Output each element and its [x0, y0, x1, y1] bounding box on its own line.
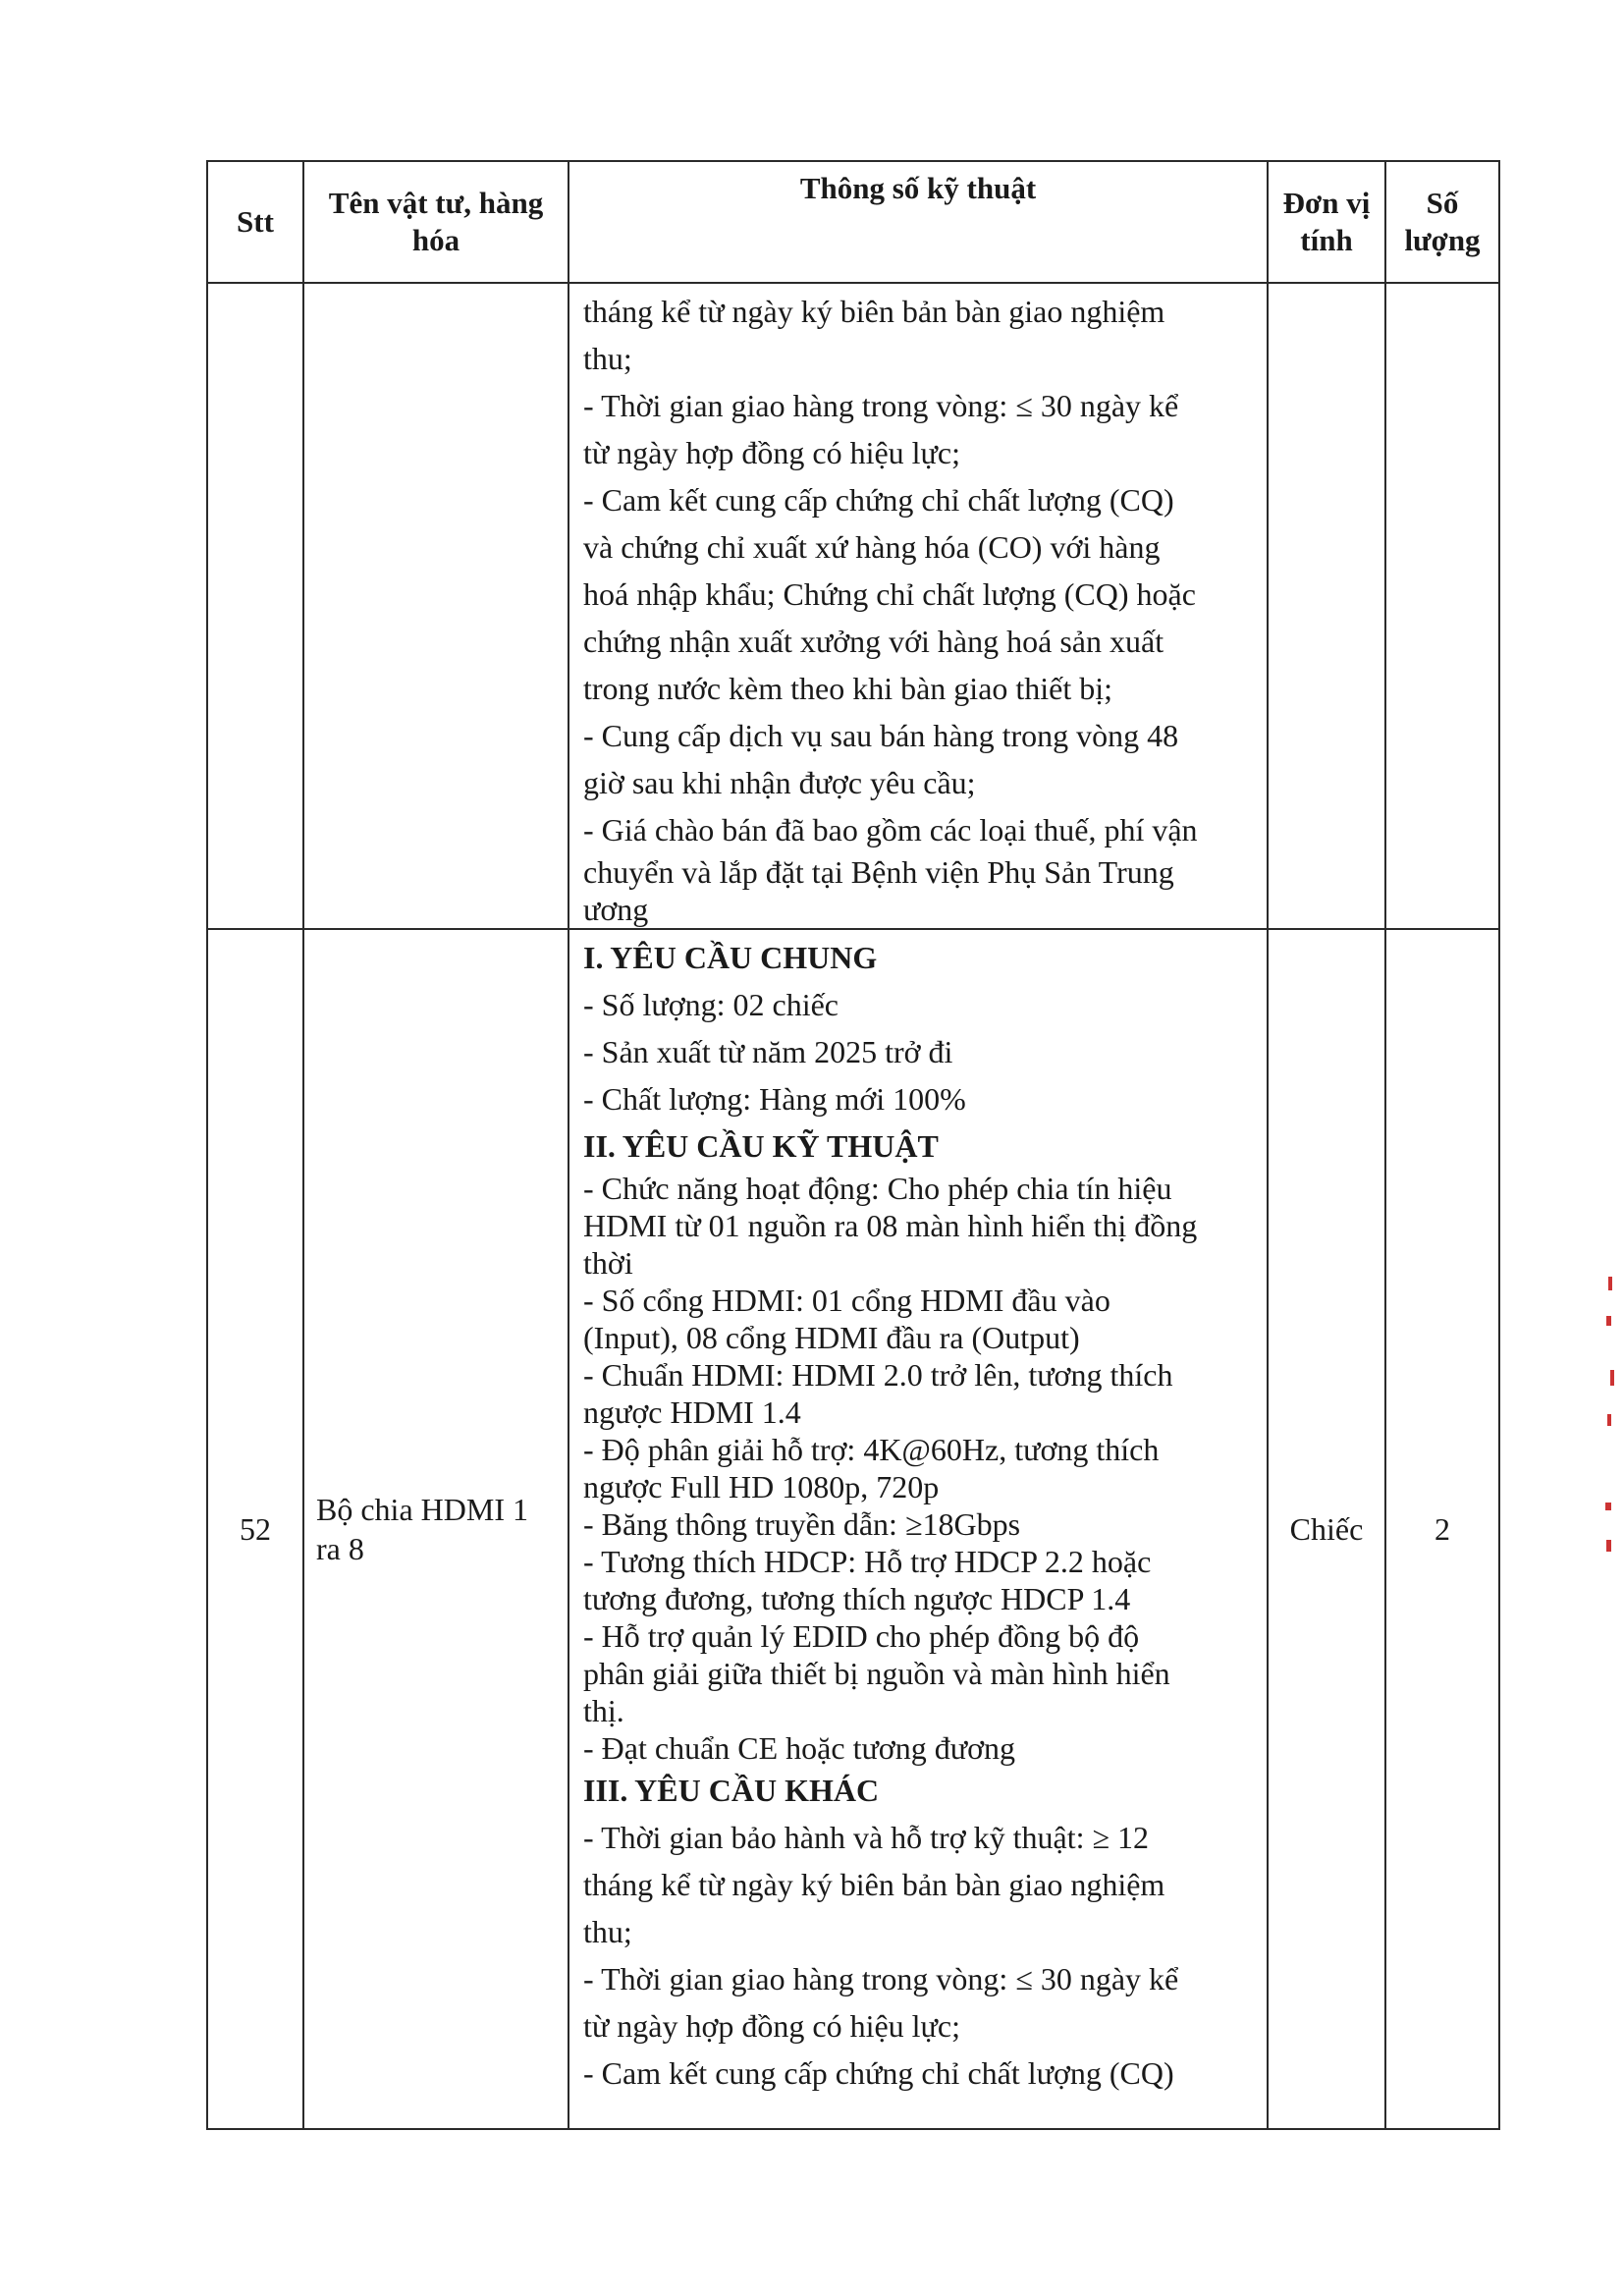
spec-line: phân giải giữa thiết bị nguồn và màn hình hiển [583, 1656, 1170, 1691]
spec-line: - Chuẩn HDMI: HDMI 2.0 trở lên, tương thích [583, 1357, 1173, 1393]
spec-line: thu; [583, 341, 632, 376]
spec-line: tháng kể từ ngày ký biên bản bàn giao nghiệm [583, 294, 1165, 329]
section-heading: I. YÊU CẦU CHUNG [583, 940, 878, 975]
spec-line: - Chất lượng: Hàng mới 100% [583, 1081, 966, 1117]
spec-line: - Đạt chuẩn CE hoặc tương đương [583, 1730, 1015, 1766]
spec-line: tháng kể từ ngày ký biên bản bàn giao nghiệm [583, 1867, 1165, 1902]
spec-line: ngược HDMI 1.4 [583, 1394, 801, 1430]
section-heading: III. YÊU CẦU KHÁC [583, 1773, 880, 1808]
header-name: Tên vật tư, hàng hóa [303, 161, 568, 283]
spec-line: chuyển và lắp đặt tại Bệnh viện Phụ Sản Trung [583, 854, 1174, 890]
item-spec-cell [568, 929, 1268, 2129]
spec-line: thu; [583, 1914, 632, 1949]
spec-line: - Sản xuất từ năm 2025 trở đi [583, 1034, 953, 1069]
spec-line: - Cam kết cung cấp chứng chỉ chất lượng (CQ) [583, 2055, 1174, 2091]
header-stt: Stt [207, 161, 303, 283]
header-qty: Số lượng [1385, 161, 1499, 283]
continuation-qty-cell [1385, 283, 1499, 929]
spec-line: - Băng thông truyền dẫn: ≥18Gbps [583, 1506, 1021, 1542]
item-unit: Chiếc [1268, 929, 1385, 2129]
continuation-row [207, 283, 1499, 929]
continuation-stt-cell [207, 283, 303, 929]
spec-line: thời [583, 1245, 633, 1281]
spec-line: - Số lượng: 02 chiếc [583, 987, 839, 1022]
continuation-unit-cell [1268, 283, 1385, 929]
header-spec: Thông số kỹ thuật [568, 161, 1268, 283]
spec-line: chứng nhận xuất xưởng với hàng hoá sản xuất [583, 624, 1164, 659]
spec-line: HDMI từ 01 nguồn ra 08 màn hình hiển thị đồng [583, 1208, 1198, 1243]
spec-line: từ ngày hợp đồng có hiệu lực; [583, 2008, 960, 2044]
section-heading: II. YÊU CẦU KỸ THUẬT [583, 1128, 939, 1164]
stamp-edge-mark [1610, 1370, 1614, 1386]
spec-line: hoá nhập khẩu; Chứng chỉ chất lượng (CQ) hoặc [583, 576, 1196, 612]
spec-line: - Thời gian giao hàng trong vòng: ≤ 30 ngày kể [583, 388, 1179, 423]
spec-line: thị. [583, 1693, 624, 1728]
spec-line: trong nước kèm theo khi bàn giao thiết bị; [583, 671, 1113, 706]
continuation-name-cell [303, 283, 568, 929]
spec-line: - Thời gian bảo hành và hỗ trợ kỹ thuật: ≥ 12 [583, 1820, 1150, 1855]
spec-line: - Thời gian giao hàng trong vòng: ≤ 30 ngày kể [583, 1961, 1179, 1996]
stamp-edge-mark [1606, 1540, 1611, 1552]
spec-line: - Chức năng hoạt động: Cho phép chia tín hiệu [583, 1171, 1172, 1206]
stamp-edge-mark [1605, 1503, 1611, 1510]
item-qty: 2 [1385, 929, 1499, 2129]
spec-line: ương [583, 892, 649, 927]
item-row-52 [207, 929, 1499, 2129]
spec-line: - Cam kết cung cấp chứng chỉ chất lượng (CQ) [583, 482, 1174, 518]
stamp-edge-mark [1608, 1277, 1612, 1290]
header-row [207, 161, 1499, 283]
stamp-edge-mark [1607, 1414, 1611, 1426]
spec-table [206, 160, 1500, 2130]
spec-line: - Độ phân giải hỗ trợ: 4K@60Hz, tương thích [583, 1432, 1160, 1467]
spec-line: và chứng chỉ xuất xứ hàng hóa (CO) với hàng [583, 529, 1161, 565]
stamp-edge-mark [1606, 1316, 1611, 1326]
spec-line: - Số cổng HDMI: 01 cổng HDMI đầu vào [583, 1283, 1110, 1318]
spec-line: - Tương thích HDCP: Hỗ trợ HDCP 2.2 hoặc [583, 1544, 1152, 1579]
spec-line: tương đương, tương thích ngược HDCP 1.4 [583, 1581, 1131, 1616]
spec-line: - Hỗ trợ quản lý EDID cho phép đồng bộ độ [583, 1618, 1140, 1654]
header-unit: Đơn vị tính [1268, 161, 1385, 283]
item-name: Bộ chia HDMI 1 ra 8 [303, 929, 568, 2129]
item-stt: 52 [207, 929, 303, 2129]
spec-line: - Giá chào bán đã bao gồm các loại thuế, phí vận [583, 812, 1198, 847]
spec-line: - Cung cấp dịch vụ sau bán hàng trong vòng 48 [583, 718, 1179, 753]
spec-line: từ ngày hợp đồng có hiệu lực; [583, 435, 960, 470]
spec-line: ngược Full HD 1080p, 720p [583, 1469, 940, 1504]
spec-line: giờ sau khi nhận được yêu cầu; [583, 765, 976, 800]
spec-line: (Input), 08 cổng HDMI đầu ra (Output) [583, 1320, 1080, 1355]
continuation-spec-cell [568, 283, 1268, 929]
